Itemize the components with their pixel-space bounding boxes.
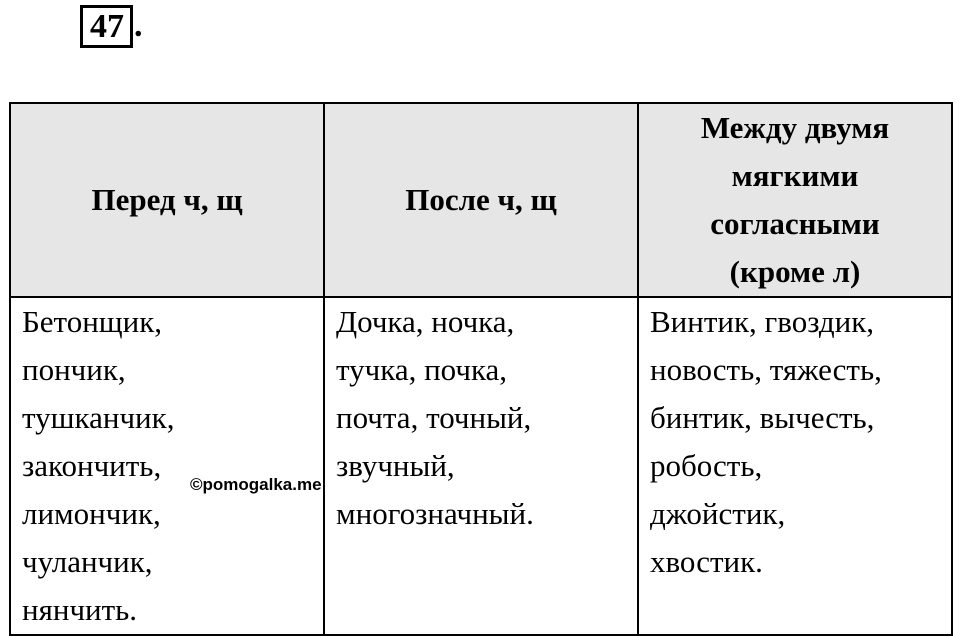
spelling-table [9, 102, 953, 636]
word-line: бинтик, вычесть, [650, 400, 875, 435]
header-line: (кроме л) [729, 254, 861, 289]
word-line: чуланчик, [22, 544, 153, 579]
header-line: После ч, щ [405, 182, 557, 217]
word-line: закончить, [22, 448, 162, 483]
word-line: лимончик, [22, 496, 161, 531]
word-line: почта, точный, [336, 400, 532, 435]
word-line: Винтик, гвоздик, [650, 304, 875, 339]
word-line: нянчить. [22, 592, 138, 627]
word-line: пончик, [22, 352, 126, 387]
exercise-number [80, 6, 143, 46]
header-line: мягкими [731, 158, 859, 193]
cell-after-ch-shch [324, 297, 638, 635]
exercise-number-box: 47 [80, 5, 133, 48]
word-line: джойстик, [650, 496, 786, 531]
word-line: Дочка, ночка, [336, 304, 515, 339]
table-row [10, 297, 952, 635]
word-line: робость, [650, 448, 763, 483]
word-line: многозначный. [336, 496, 534, 531]
word-line: тушканчик, [22, 400, 175, 435]
header-after-ch-shch [324, 103, 638, 297]
cell-between-soft-consonants [638, 297, 952, 635]
word-line: хвостик. [650, 544, 763, 579]
table-header-row [10, 103, 952, 297]
header-before-ch-shch [10, 103, 324, 297]
header-line: Между двумя [700, 110, 890, 145]
word-line: новость, тяжесть, [650, 352, 882, 387]
word-line: тучка, почка, [336, 352, 508, 387]
header-line: Перед ч, щ [91, 182, 243, 217]
watermark: ©pomogalka.me [190, 475, 322, 494]
cell-before-ch-shch [10, 297, 324, 635]
word-line: Бетонщик, [22, 304, 163, 339]
header-line: согласными [710, 206, 880, 241]
word-line: звучный, [336, 448, 455, 483]
exercise-number-dot: . [134, 7, 143, 44]
header-between-soft-consonants [638, 103, 952, 297]
